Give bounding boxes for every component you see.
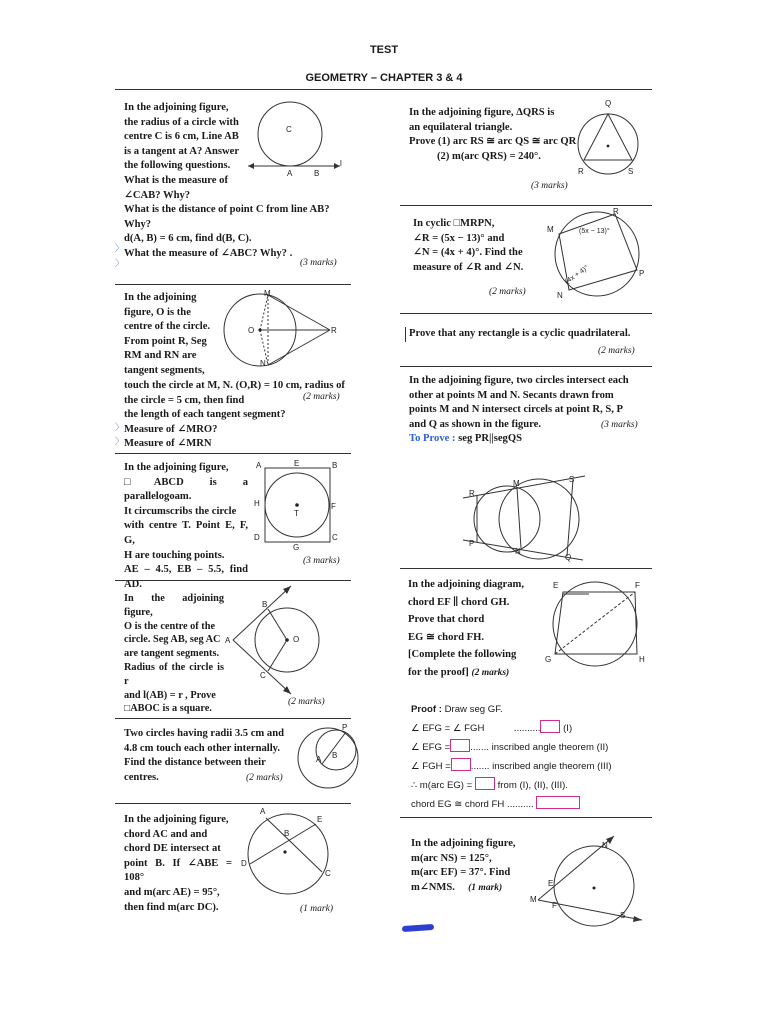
label-t: T xyxy=(294,509,299,518)
q3-line: Measure of ∠MRO? xyxy=(124,423,218,435)
label-e: E xyxy=(548,879,554,888)
q7-parallelogram-figure xyxy=(250,458,350,552)
q6-to-prove: To Prove : seg PR||segQS xyxy=(409,433,522,445)
q1-line: What is the distance of point C from line AB? xyxy=(124,204,330,216)
label-q: Q xyxy=(605,99,612,108)
q9-line: □ABOC is a square. xyxy=(124,703,212,715)
q2-triangle-figure xyxy=(578,98,648,180)
q7-line: In the adjoining figure, xyxy=(124,462,229,473)
q3-line: tangent segments, xyxy=(124,364,205,376)
q6-line: and Q as shown in the figure. xyxy=(409,418,541,430)
label-b: B xyxy=(332,751,338,760)
q10-line: centres. xyxy=(124,771,159,783)
label-c: C xyxy=(286,125,292,134)
q11-line: chord AC and and xyxy=(124,828,208,840)
q11-line: chord DE intersect at xyxy=(124,843,221,855)
q7-line: It circumscribs the circle xyxy=(124,505,237,517)
q8-line: In the adjoining diagram, xyxy=(408,579,524,590)
bullet-mark: 〉 xyxy=(115,422,125,432)
q8-line: chord EF ∥ chord GH. xyxy=(408,596,510,608)
label-d: D xyxy=(254,533,260,542)
q9-line: O is the centre of the xyxy=(124,620,216,632)
label-a: A xyxy=(316,755,322,764)
q11-chords-figure xyxy=(238,806,338,902)
divider xyxy=(400,568,652,569)
bullet-mark: 〉 xyxy=(115,436,125,446)
q10-marks: (2 marks) xyxy=(246,773,283,783)
q6-line: points M and N intersect circels at point R, S, P xyxy=(409,404,624,416)
q7-marks: (3 marks) xyxy=(303,556,340,566)
q1-line: What is the measure of xyxy=(124,174,228,186)
q3-line: In the adjoining xyxy=(124,292,197,303)
q6-line: other at points M and N. Secants drawn from xyxy=(409,389,614,401)
q8-line: Prove that chord xyxy=(408,614,485,626)
label-a: A xyxy=(225,636,231,645)
divider xyxy=(400,366,652,367)
q4-line: ∠R = (5x − 13)° and xyxy=(413,232,505,244)
q3-tangent-figure xyxy=(220,286,350,370)
divider xyxy=(115,284,351,285)
q12-secants-figure xyxy=(530,838,642,922)
label-f: F xyxy=(552,901,557,910)
q9-square-figure xyxy=(225,590,345,690)
label-r: R xyxy=(469,489,475,498)
q3-marks: (2 marks) xyxy=(303,392,340,402)
answer-box-4[interactable] xyxy=(475,777,495,790)
q10-line: Find the distance between their xyxy=(124,757,266,769)
divider xyxy=(400,817,652,818)
q3-line: RM and RN are xyxy=(124,350,197,362)
q3-line: centre of the circle. xyxy=(124,321,211,333)
label-e: E xyxy=(317,815,323,824)
q8-proof: Proof : Draw seg GF. ∠ EFG = ∠ FGH .......... (I) ∠ EFG = ....... inscribed angle theorem (II) ∠ FGH = ....... inscribed angle theorem (III) ∴ m(arc EG) = from (I), (II), (III). chord EG ≅ chord FH .......... xyxy=(411,704,612,810)
label-a: A xyxy=(260,807,266,816)
label-angle-n: (4x + 4)° xyxy=(564,264,591,286)
label-r: R xyxy=(578,167,584,176)
q1-line: d(A, B) = 6 cm, find d(B, C). xyxy=(124,233,252,245)
q5-line: Prove that any rectangle is a cyclic quadrilateral. xyxy=(409,328,631,339)
label-r: R xyxy=(613,207,619,216)
q9-line: circle. Seg AB, seg AC xyxy=(124,634,221,646)
q5-marks: (2 marks) xyxy=(598,346,635,356)
chapter-title: GEOMETRY – CHAPTER 3 & 4 xyxy=(305,72,463,84)
q1-line: is a tangent at A? Answer xyxy=(124,145,240,157)
label-q: Q xyxy=(565,553,572,562)
q8-parallel-chords-figure xyxy=(543,578,649,672)
q1-line: What the measure of ∠ABC? Why? . xyxy=(124,247,293,259)
q9-line: and l(AB) = r , Prove xyxy=(124,689,216,701)
q4-line: ∠N = (4x + 4)°. Find the xyxy=(413,247,523,259)
label-c: C xyxy=(260,671,266,680)
label-angle-r: (5x − 13)° xyxy=(579,228,610,235)
label-n: N xyxy=(557,291,563,300)
q3-line: Measure of ∠MRN xyxy=(124,438,212,450)
q9-line: are tangent segments. xyxy=(124,648,220,660)
bullet-mark: 〉 xyxy=(115,243,125,253)
label-c: C xyxy=(325,869,331,878)
label-m: M xyxy=(530,895,537,904)
q6-marks: (3 marks) xyxy=(601,420,638,430)
q1-line: the radius of a circle with xyxy=(124,116,239,128)
label-p: P xyxy=(342,723,348,732)
q3-line: the circle = 5 cm, then find xyxy=(124,394,245,406)
q9-line: Radius of the circle is r xyxy=(124,661,224,687)
label-f: F xyxy=(331,502,336,511)
q11-line: then find m(arc DC). xyxy=(124,901,219,913)
divider xyxy=(115,580,351,581)
label-f: F xyxy=(635,581,640,590)
label-b: B xyxy=(284,829,290,838)
q4-line: In cyclic □MRPN, xyxy=(413,218,495,229)
label-h: H xyxy=(639,655,645,664)
q10-line: Two circles having radii 3.5 cm and xyxy=(124,728,284,739)
q2-line: In the adjoining figure, ΔQRS is xyxy=(409,107,555,118)
label-e: E xyxy=(553,581,559,590)
q8-line: EG ≅ chord FH. xyxy=(408,631,484,643)
q2-marks: (3 marks) xyxy=(531,181,568,191)
q10-line: 4.8 cm touch each other internally. xyxy=(124,742,281,754)
divider xyxy=(115,718,351,719)
q11-marks: (1 mark) xyxy=(300,904,333,914)
label-g: G xyxy=(293,543,300,552)
q9-marks: (2 marks) xyxy=(288,697,325,707)
q12-line: m∠NMS. (1 mark) xyxy=(411,881,503,893)
divider xyxy=(115,803,351,804)
label-d: D xyxy=(241,859,247,868)
label-n: N xyxy=(515,547,521,556)
q11-line: In the adjoining figure, xyxy=(124,814,229,825)
q8-line: for the proof] (2 marks) xyxy=(408,666,510,678)
label-s: S xyxy=(628,167,634,176)
label-p: P xyxy=(469,539,475,548)
q1-tangent-figure xyxy=(240,100,350,180)
label-a: A xyxy=(287,169,293,178)
answer-box-3[interactable] xyxy=(451,758,471,771)
q11-line: point B. If ∠ABE = 108° xyxy=(124,857,232,884)
label-o: O xyxy=(293,635,300,644)
q2-line: an equilateral triangle. xyxy=(409,121,513,133)
q8-line: [Complete the following xyxy=(408,649,517,661)
q9-line: In the adjoining figure, xyxy=(124,593,224,618)
label-m: M xyxy=(264,289,271,298)
q4-line: measure of ∠R and ∠N. xyxy=(413,261,524,273)
divider xyxy=(115,453,351,454)
q11-line: and m(arc AE) = 95°, xyxy=(124,886,220,898)
q2-line: Prove (1) arc RS ≅ arc QS ≅ arc QR xyxy=(409,136,577,148)
label-b: B xyxy=(262,600,268,609)
label-o: O xyxy=(248,326,255,335)
label-b: B xyxy=(332,461,338,470)
q3-line: touch the circle at M, N. (O,R) = 10 cm, radius of xyxy=(124,380,345,391)
label-n: N xyxy=(602,841,608,850)
q7-line: □ABCD is a parallelogoam. xyxy=(124,476,248,503)
q3-line: the length of each tangent segment? xyxy=(124,409,286,421)
label-m: M xyxy=(547,225,554,234)
q2-line: (2) m(arc QRS) = 240°. xyxy=(437,150,541,162)
q7-line: H are touching points. xyxy=(124,549,225,561)
label-e: E xyxy=(294,459,300,468)
label-n: N xyxy=(260,359,266,368)
q3-line: figure, O is the xyxy=(124,306,191,318)
label-p: P xyxy=(639,269,645,278)
q12-line: In the adjoining figure, xyxy=(411,838,516,849)
q7-line: with centre T. Point E, F, G, xyxy=(124,520,248,546)
q4-marks: (2 marks) xyxy=(489,287,526,297)
header-divider xyxy=(115,89,652,90)
ink-scribble xyxy=(402,924,434,932)
q1-line: ∠CAB? Why? xyxy=(124,189,191,201)
q3-line: From point R, Seg xyxy=(124,335,207,347)
q1-line: the following questions. xyxy=(124,160,231,172)
q1-line: Why? xyxy=(124,218,152,230)
q10-internal-circles-figure xyxy=(298,722,358,794)
label-m: M xyxy=(513,479,520,488)
label-h: H xyxy=(254,499,260,508)
divider xyxy=(400,313,652,314)
q6-intersecting-circles-figure xyxy=(455,474,595,562)
label-c: C xyxy=(332,533,338,542)
test-title: TEST xyxy=(369,44,399,56)
label-s: S xyxy=(620,911,626,920)
label-l: l xyxy=(340,159,342,168)
q12-line: m(arc NS) = 125°, xyxy=(411,852,492,864)
answer-box-2[interactable] xyxy=(450,739,470,752)
label-b: B xyxy=(314,169,320,178)
q1-marks: (3 marks) xyxy=(300,258,337,268)
label-g: G xyxy=(545,655,552,664)
label-r: R xyxy=(331,326,337,335)
label-a: A xyxy=(256,461,262,470)
q7-line: AE – 4.5, EB – 5.5, find AD. xyxy=(124,564,248,590)
q1-line: In the adjoining figure, xyxy=(124,102,229,113)
q1-line: centre C is 6 cm, Line AB xyxy=(124,131,239,143)
q12-line: m(arc EF) = 37°. Find xyxy=(411,867,511,879)
q6-line: In the adjoining figure, two circles intersect each xyxy=(409,375,629,386)
label-s: S xyxy=(569,475,575,484)
q4-cyclic-quad-figure xyxy=(545,206,651,300)
answer-box-1[interactable] xyxy=(540,720,560,733)
bullet-mark: 〉 xyxy=(115,258,125,268)
answer-box-5[interactable] xyxy=(536,796,580,809)
